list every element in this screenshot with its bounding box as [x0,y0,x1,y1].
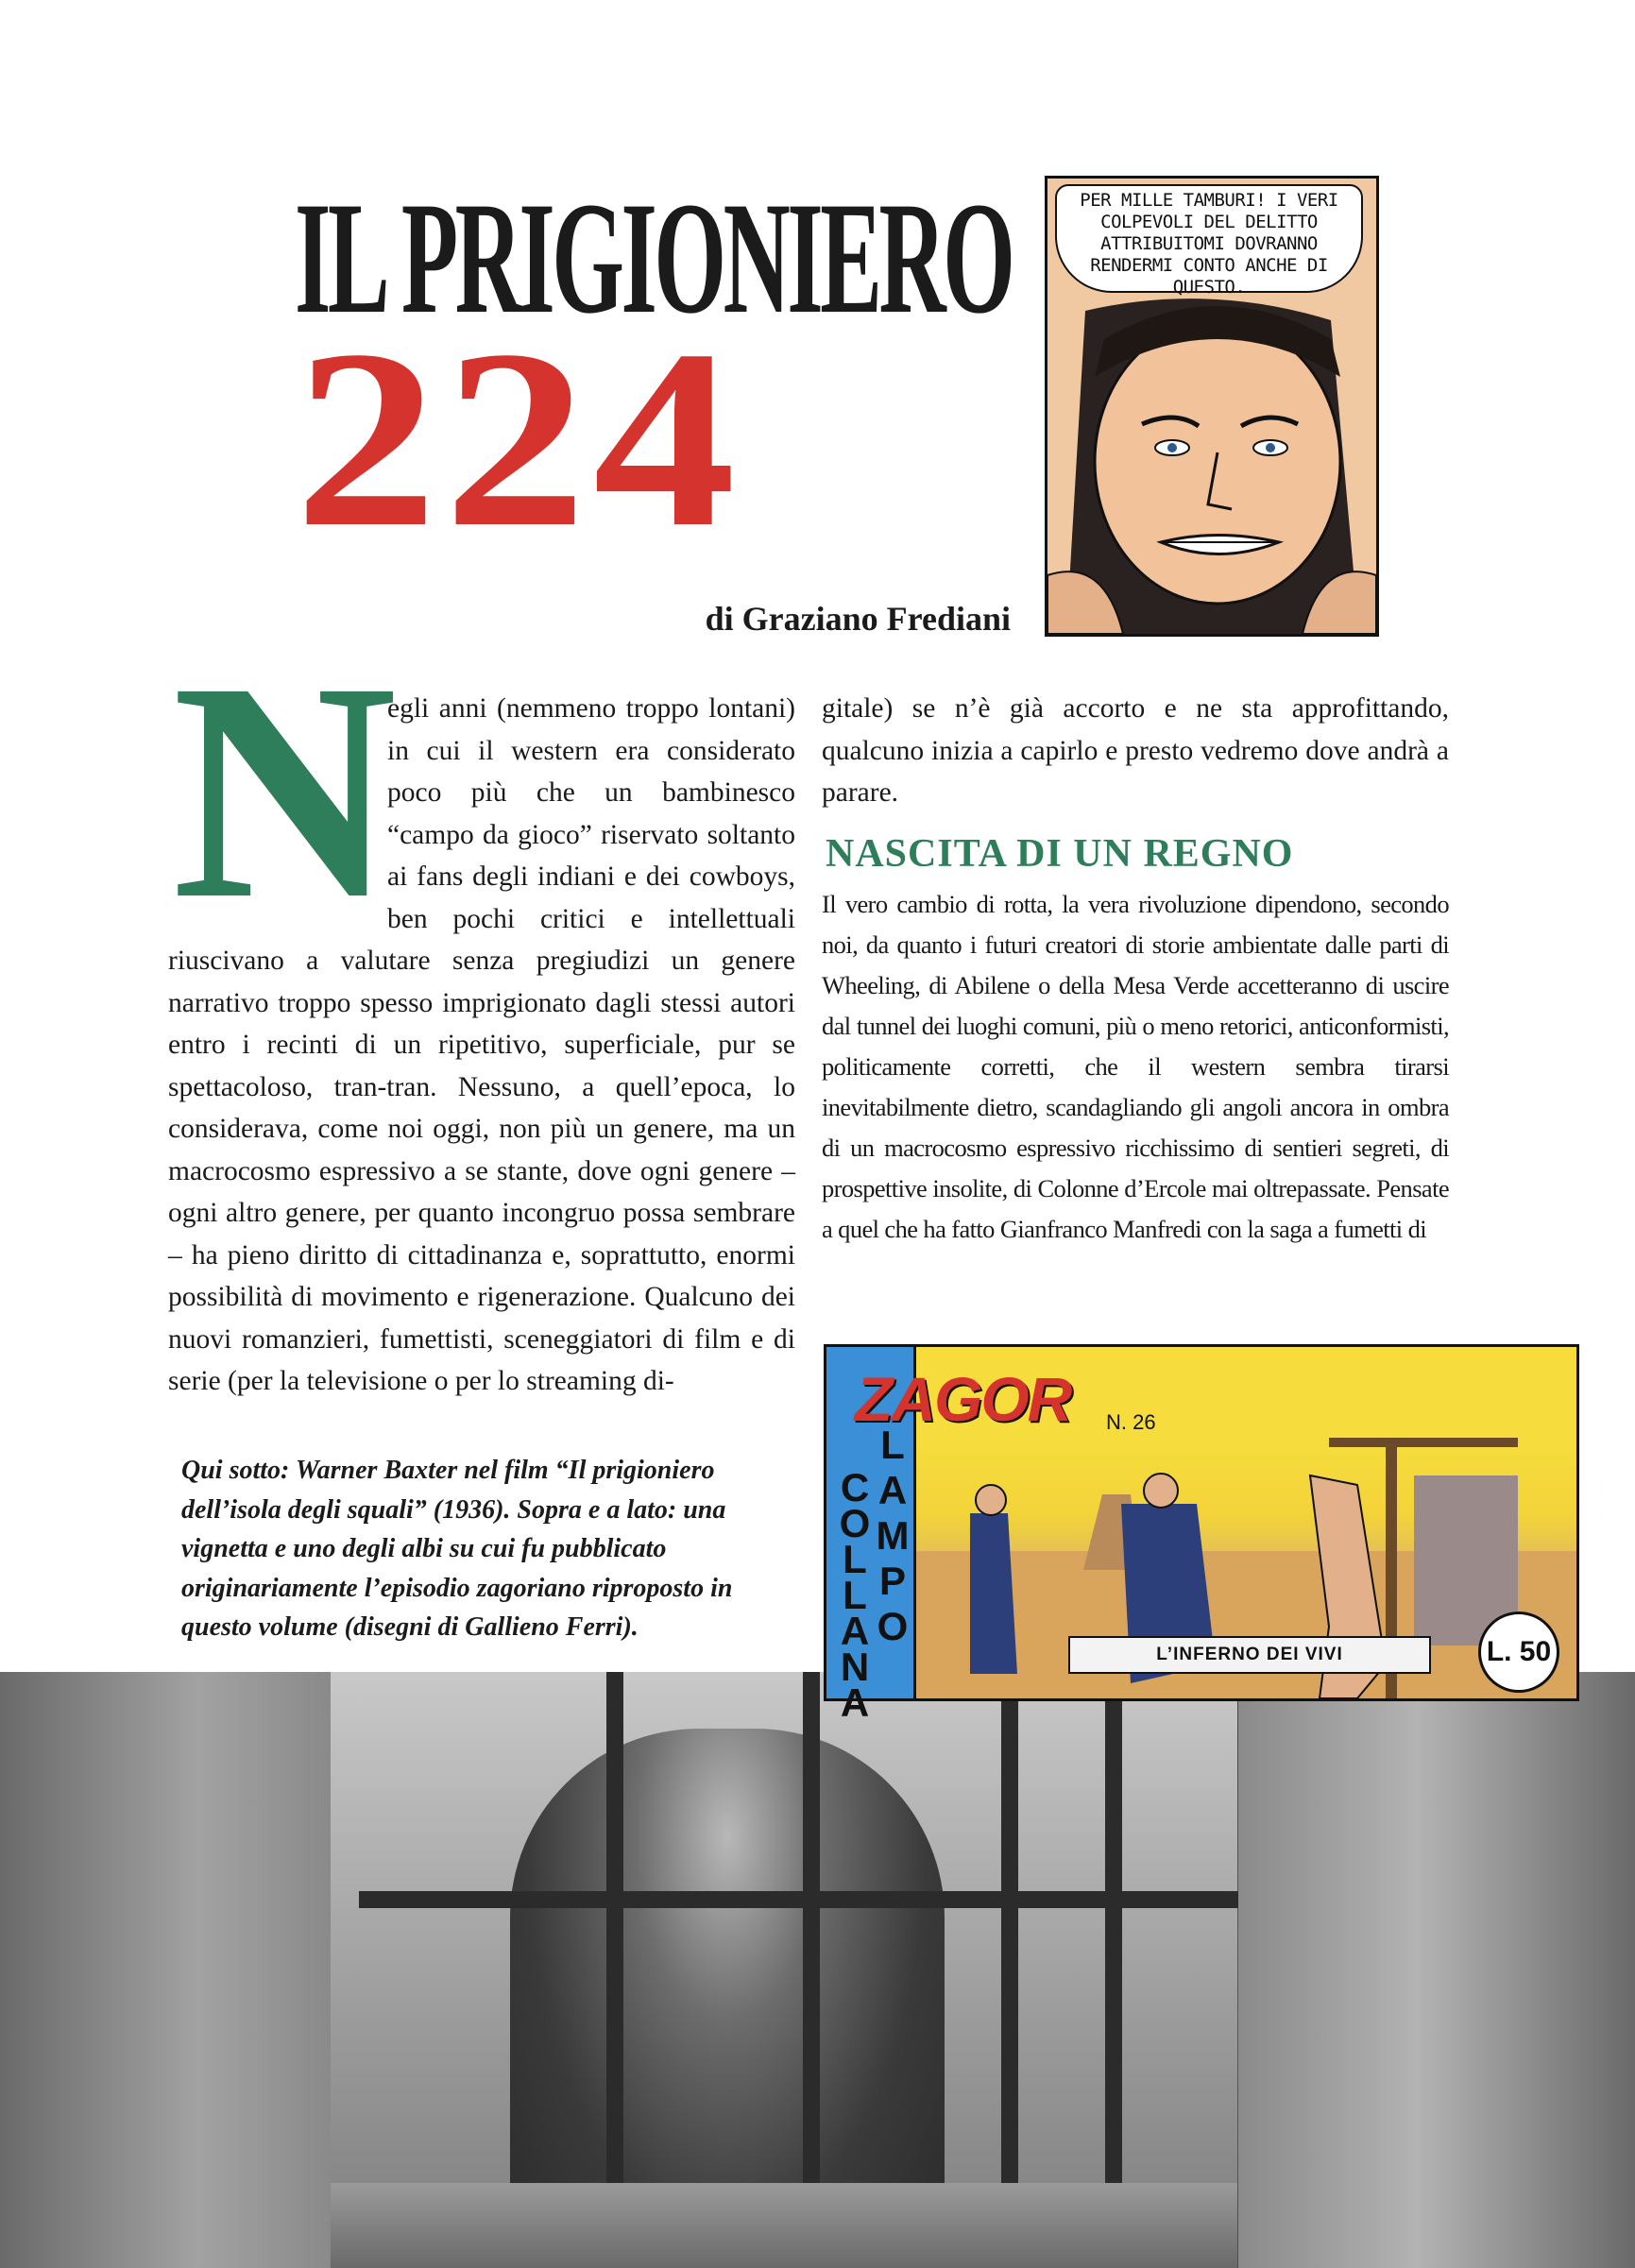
prison-bar [1105,1672,1122,2201]
image-caption: Qui sotto: Warner Baxter nel film “Il prigioniero dell’isola degli squali” (1936). Sopra e a lato: una vignetta e uno degli albi su cui fu pubblicato originariamente l’episodio zagoriano riproposto in questo volume (disegni di Gallieno Ferri). [181,1456,733,1642]
comic-face-illustration [1047,179,1376,634]
prison-bar [1001,1672,1018,2201]
prison-bar [803,1672,820,2201]
article-paragraph-1: egli anni (nemmeno troppo lontani) in cui il western era considerato poco più che un bambinesco “campo da gioco” riservato soltanto ai fans degli indiani e dei cowboys, ben pochi critici e intellettuali riuscivano a valutare senza pregiudizi un genere narrativo troppo spesso imprigionato dagli stessi autori entro i recinti di un ripetitivo, superficiale, pur se spettacoloso, tran-tran. Nessuno, a quell’epoca, lo considerava, come noi oggi, non più un genere, ma un macrocosmo espressivo a se stante, dove ogni genere – ogni altro genere, per quanto incongruo possa sembrare – ha pieno diritto di cittadinanza e, soprattutto, enormi possibilità di movimento e rigenerazione. Qualcuno dei nuovi romanzieri, fumettisti, sceneggiatori di film e di serie (per la televisione o per lo streaming di- [168,693,795,1396]
article-paragraph-1-continued: gitale) se n’è già accorto e ne sta approfittando, qualcuno inizia a capirlo e presto vedremo dove andrà a parare. [822,693,1449,808]
stone-sill [312,2183,1237,2268]
series-label-lampo: LAMPO [876,1423,910,1648]
byline: di Graziano Frediani [705,600,1011,638]
zagor-cover [824,1344,1579,1725]
zagor-logo: ZAGOR [855,1364,1071,1434]
drop-cap-spacer [168,688,387,901]
speech-balloon: PER MILLE TAMBURI! I VERI COLPEVOLI DEL DELITTO ATTRIBUITOMI DOVRANNO RENDERMI CONTO ANCHE DI QUESTO. [1055,184,1363,293]
prison-bar [606,1672,623,2201]
drop-cap: N [172,619,398,963]
prison-crossbar [359,1891,1285,1908]
comic-panel [1045,176,1379,637]
series-label-collana: COLLANA [839,1465,871,1725]
story-title-banner: L’INFERNO DEI VIVI [1068,1636,1431,1674]
stone-wall-right [1238,1672,1635,2268]
price-badge: L. 50 [1478,1611,1559,1693]
article-column-left [168,688,795,1415]
section-heading: NASCITA DI UN REGNO [826,832,1294,876]
article-paragraph-2: Il vero cambio di rotta, la vera rivoluzione dipendono, secondo noi, da quanto i futuri creatori di storie ambientate dalle parti di Wheeling, di Abilene o della Mesa Verde accetteranno di uscire dal tunnel dei luoghi comuni, più o meno retorici, anticonformisti, politicamente corretti, che il western sembra tirarsi inevitabilmente dietro, scandagliando gli angoli ancora in ombra di un macrocosmo espressivo ricchissimo di sentieri segreti, di prospettive insolite, di Colonne d’Ercole mai oltrepassate. Pensate a quel che ha fatto Gianfranco Manfredi con la saga a fumetti di [822,890,1449,1243]
issue-number: N. 26 [1106,1410,1156,1434]
film-still-photo [0,1672,1635,2268]
title-number: 224 [295,298,742,580]
title-line-1: IL PRIGIONIERO [295,169,1013,347]
stone-wall-left [0,1672,331,2268]
